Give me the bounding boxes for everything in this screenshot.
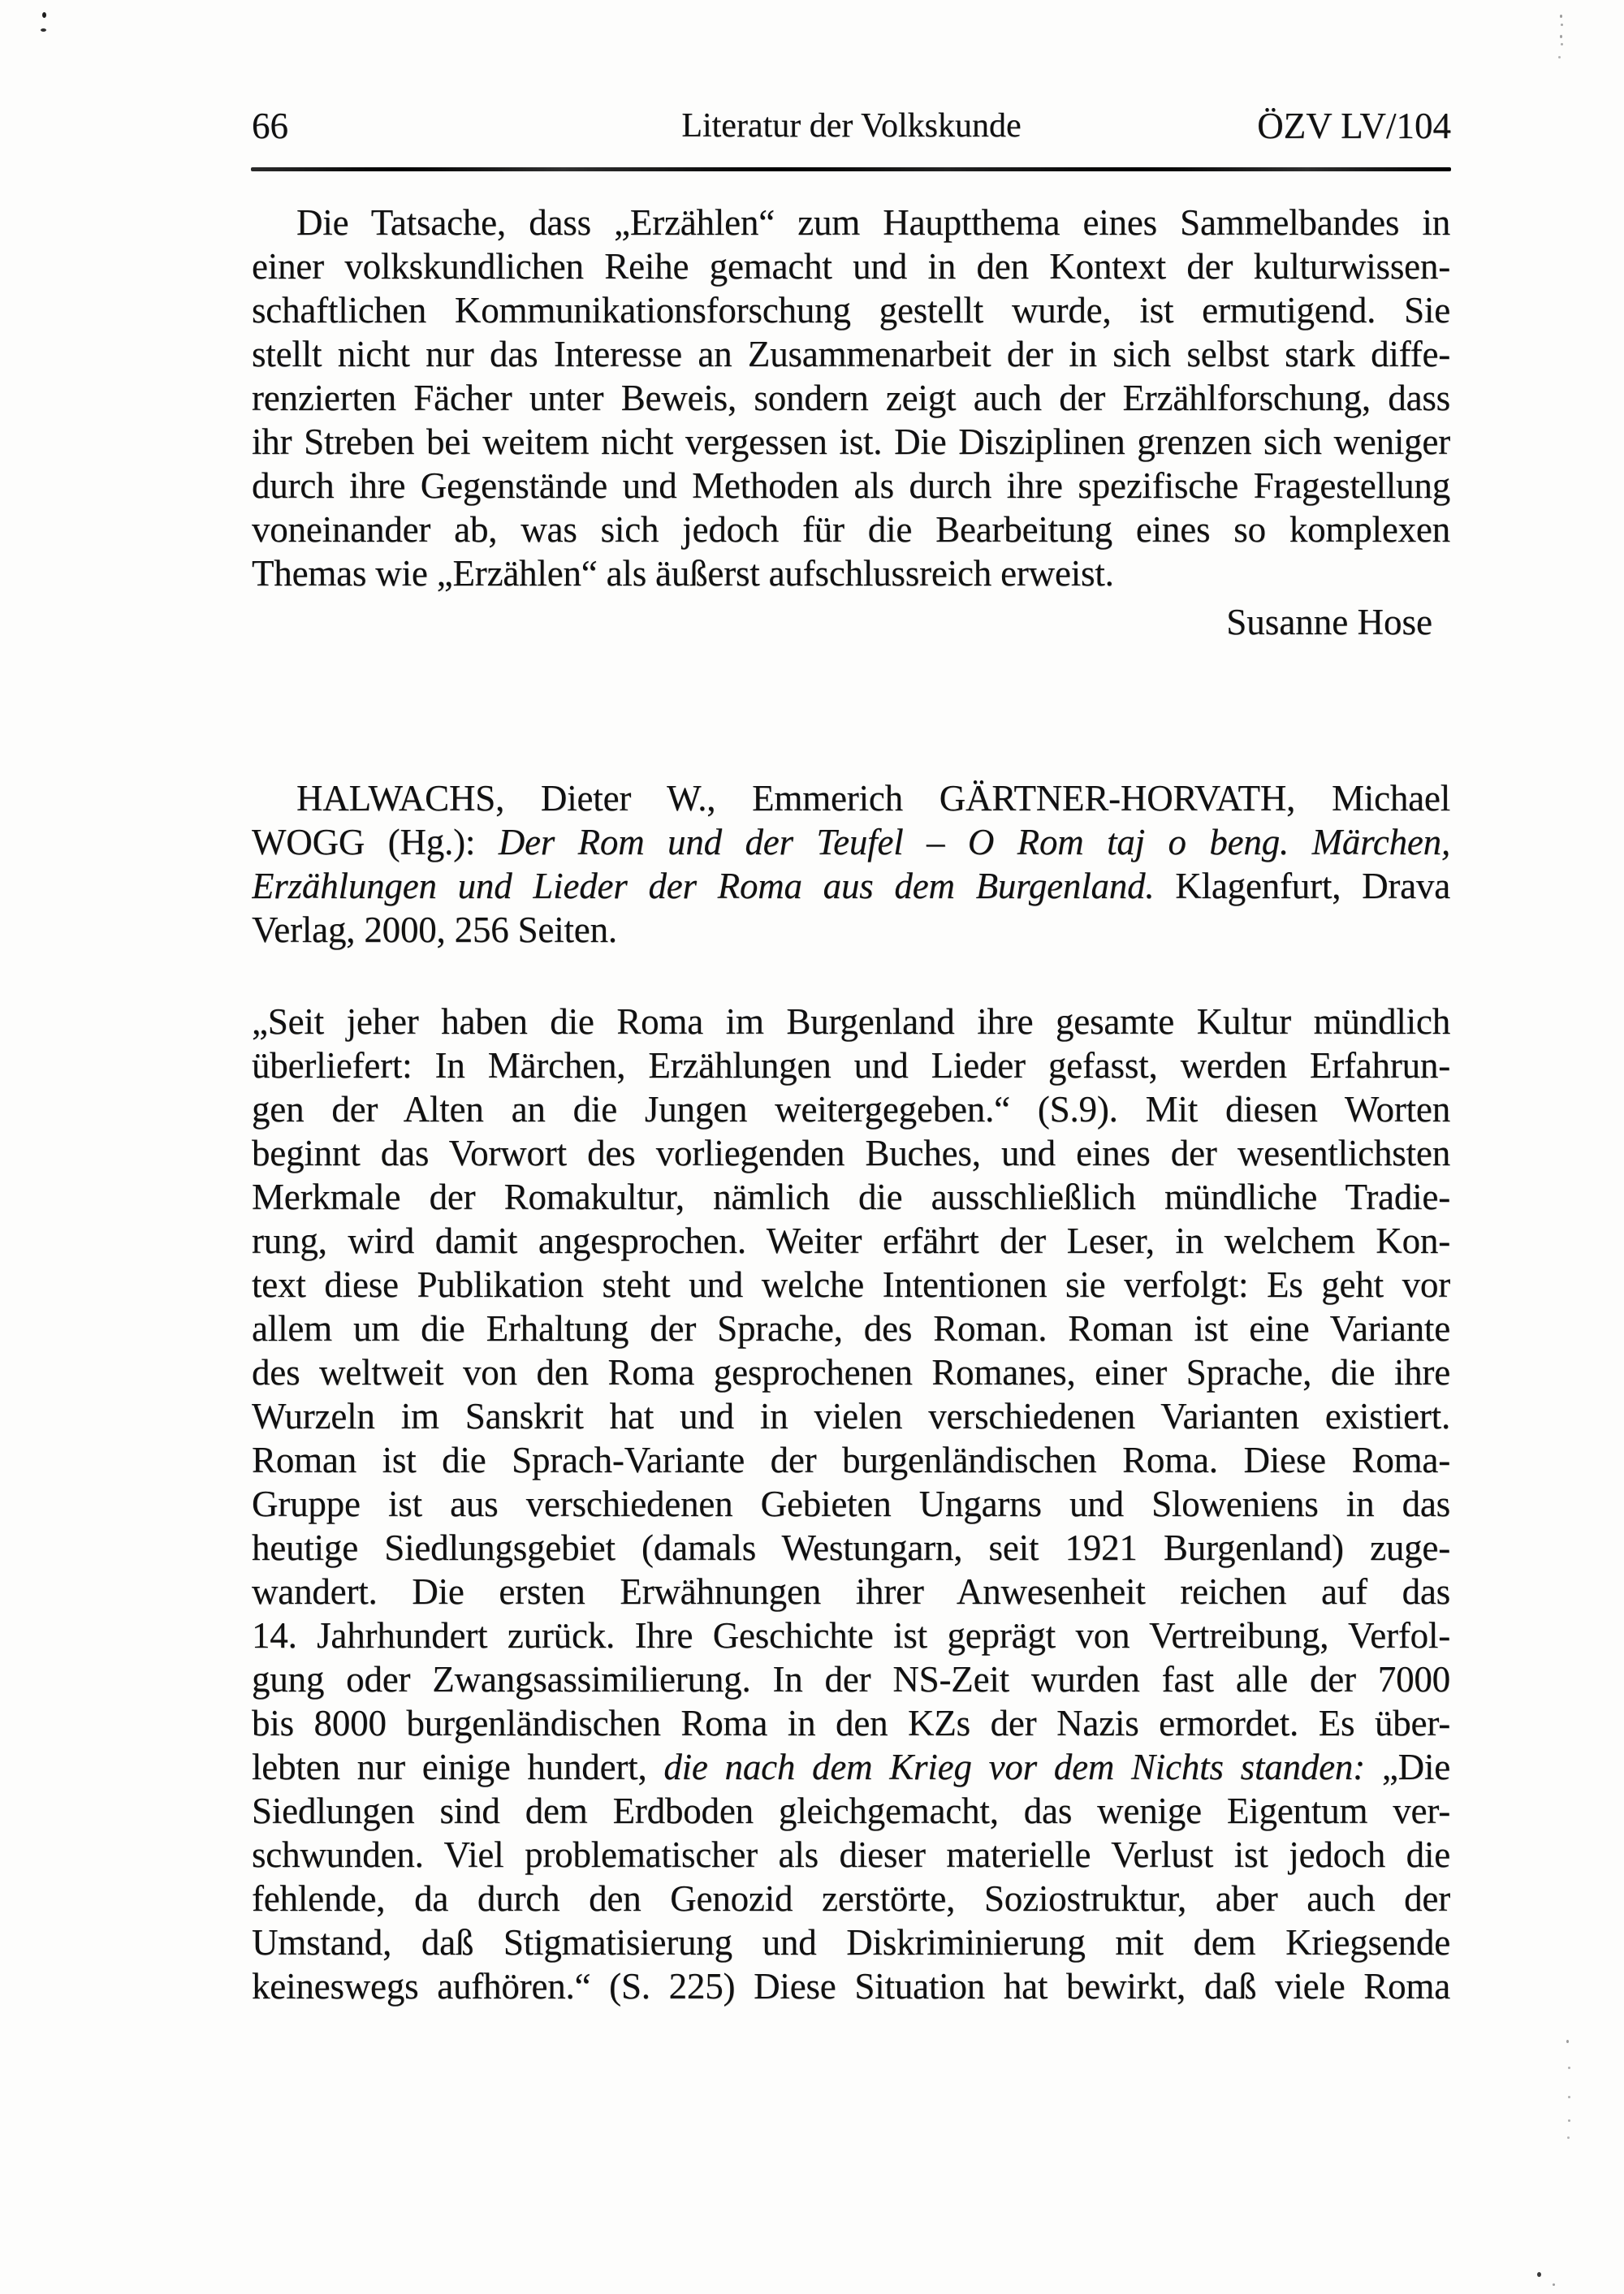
scan-speck (1537, 2272, 1541, 2277)
header-rule (251, 167, 1451, 171)
text-line: Roman ist die Sprach-Variante der burgenländischen Roma. Diese Roma- (252, 1440, 1450, 1480)
text-line: HALWACHS, Dieter W., Emmerich GÄRTNER-HORVATH, Michael (296, 778, 1450, 819)
text-line: gung oder Zwangsassimilierung. In der NS-Zeit wurden fast alle der 7000 (252, 1659, 1450, 1700)
text-line: Wurzeln im Sanskrit hat und in vielen verschiedenen Varianten existiert. (252, 1396, 1450, 1436)
text-line: schaftlichen Kommunikationsforschung gestellt wurde, ist ermutigend. Sie (252, 290, 1450, 330)
intro-paragraph (252, 201, 1450, 595)
text-line: rung, wird damit angesprochen. Weiter erfährt der Leser, in welchem Kon- (252, 1220, 1450, 1261)
text-line: schwunden. Viel problematischer als dieser materielle Verlust ist jedoch die (252, 1834, 1450, 1875)
scan-speck (1561, 43, 1563, 45)
text-line: Themas wie „Erzählen“ als äußerst aufschlussreich erweist. (252, 553, 1114, 594)
text-line: voneinander ab, was sich jedoch für die Bearbeitung eines so komplexen (252, 509, 1450, 550)
scan-speck (41, 28, 46, 32)
text-line: ihr Streben bei weitem nicht vergessen ist. Die Disziplinen grenzen sich weniger (252, 421, 1450, 462)
running-title: Literatur der Volkskunde (681, 107, 1021, 145)
text-line: 14. Jahrhundert zurück. Ihre Geschichte ist geprägt von Vertreibung, Verfol- (252, 1615, 1450, 1656)
bibliography-entry (252, 776, 1450, 952)
scan-speck (1560, 35, 1562, 38)
text-line: text diese Publikation steht und welche Intentionen sie verfolgt: Es geht vor (252, 1264, 1450, 1305)
text-line: lebten nur einige hundert, die nach dem Krieg vor dem Nichts standen: „Die (252, 1747, 1450, 1787)
text-line: beginnt das Vorwort des vorliegenden Buches, und eines der wesentlichsten (252, 1133, 1450, 1173)
text-line: renzierten Fächer unter Beweis, sondern zeigt auch der Erzählforschung, dass (252, 378, 1450, 418)
scan-speck (1567, 2136, 1570, 2139)
text-line: Merkmale der Romakultur, nämlich die ausschließlich mündliche Tradie- (252, 1177, 1450, 1217)
italic-text: Erzählungen und Lieder der Roma aus dem Burgenland. (252, 866, 1155, 906)
text-line: „Seit jeher haben die Roma im Burgenland ihre gesamte Kultur mündlich (252, 1001, 1450, 1042)
text-line: einer volkskundlichen Reihe gemacht und in den Kontext der kulturwissen- (252, 246, 1450, 287)
text-line: WOGG (Hg.): Der Rom und der Teufel – O Rom taj o beng. Märchen, (252, 822, 1450, 862)
italic-text: die nach dem Krieg vor dem Nichts standen: (663, 1747, 1366, 1787)
text-line: Umstand, daß Stigmatisierung und Diskriminierung mit dem Kriegsende (252, 1922, 1450, 1963)
text-line: Gruppe ist aus verschiedenen Gebieten Ungarns und Sloweniens in das (252, 1484, 1450, 1524)
text-line: Siedlungen sind dem Erdboden gleichgemacht, das wenige Eigentum ver- (252, 1791, 1450, 1831)
scan-speck (1558, 56, 1561, 58)
text-line: heutige Siedlungsgebiet (damals Westungarn, seit 1921 Burgenland) zuge- (252, 1527, 1450, 1568)
text-line: Die Tatsache, dass „Erzählen“ zum Hauptthema eines Sammelbandes in (296, 202, 1450, 243)
scan-speck (1568, 2067, 1570, 2069)
scan-speck (1568, 2096, 1570, 2098)
text-line: durch ihre Gegenstände und Methoden als durch ihre spezifische Fragestellung (252, 465, 1450, 506)
scan-speck (1568, 2119, 1570, 2122)
text-line: stellt nicht nur das Interesse an Zusammenarbeit der in sich selbst stark diffe- (252, 334, 1450, 374)
text-line: gen der Alten an die Jungen weitergegeben.“ (S.9). Mit diesen Worten (252, 1089, 1450, 1130)
text-line: keineswegs aufhören.“ (S. 225) Diese Situation hat bewirkt, daß viele Roma (252, 1966, 1450, 2007)
page-number: 66 (252, 106, 288, 146)
text-line: Verlag, 2000, 256 Seiten. (252, 909, 617, 950)
text-line: des weltweit von den Roma gesprochenen Romanes, einer Sprache, die ihre (252, 1352, 1450, 1393)
scan-speck (1561, 24, 1563, 26)
scan-speck (1553, 2283, 1555, 2286)
scan-speck (1560, 15, 1562, 18)
text-line: fehlende, da durch den Genozid zerstörte, Soziostruktur, aber auch der (252, 1878, 1450, 1919)
text-line: wandert. Die ersten Erwähnungen ihrer Anwesenheit reichen auf das (252, 1571, 1450, 1612)
text-line: überliefert: In Märchen, Erzählungen und Lieder gefasst, werden Erfahrun- (252, 1045, 1450, 1086)
text-line: Erzählungen und Lieder der Roma aus dem Burgenland. Klagenfurt, Drava (252, 866, 1450, 906)
page-header (252, 104, 1451, 148)
review-paragraph (252, 1000, 1450, 2008)
scan-speck (1566, 2040, 1569, 2043)
text-line: bis 8000 burgenländischen Roma in den KZs der Nazis ermordet. Es über- (252, 1703, 1450, 1743)
italic-text: Der Rom und der Teufel – O Rom taj o beng. Märchen, (498, 822, 1450, 862)
journal-reference: ÖZV LV/104 (1257, 106, 1451, 146)
text-line: allem um die Erhaltung der Sprache, des Roman. Roman ist eine Variante (252, 1308, 1450, 1349)
reviewer-signature: Susanne Hose (1226, 602, 1432, 642)
scan-speck (42, 12, 46, 18)
